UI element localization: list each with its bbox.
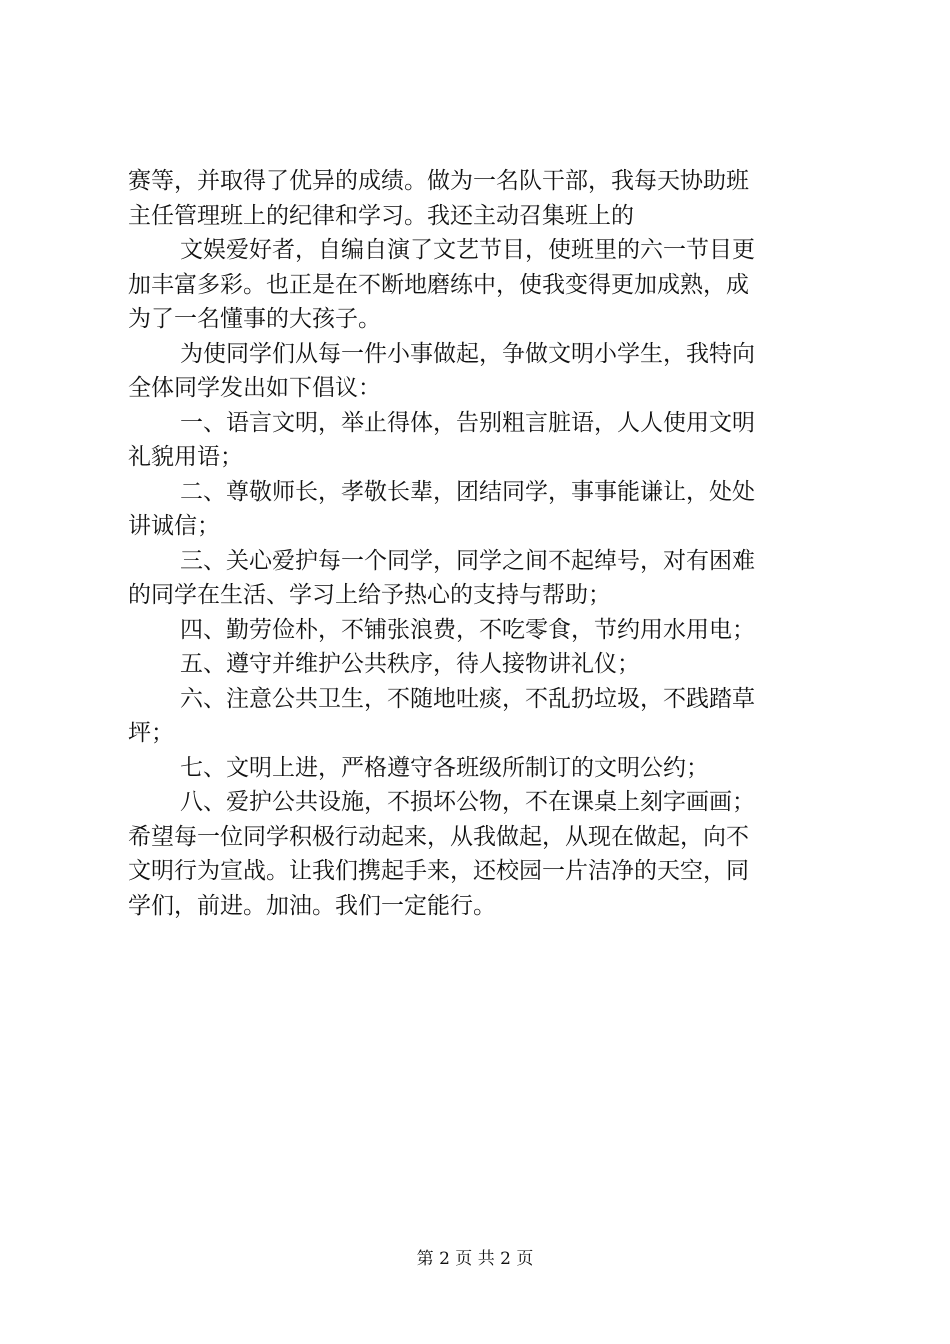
text-line: 为了一名懂事的大孩子。 bbox=[128, 306, 381, 332]
text-line: 加丰富多彩。也正是在不断地磨练中，使我变得更加成熟，成 bbox=[128, 271, 749, 298]
text-line: 一、语言文明，举止得体，告别粗言脏语，人人使用文明 bbox=[180, 409, 755, 436]
text-line: 八、爱护公共设施，不损坏公物，不在课桌上刻字画画； bbox=[180, 789, 755, 815]
text-line: 讲诚信； bbox=[128, 513, 220, 539]
text-line: 为使同学们从每一件小事做起，争做文明小学生，我特向 bbox=[180, 340, 755, 367]
text-line: 二、尊敬师长，孝敬长辈，团结同学，事事能谦让，处处 bbox=[180, 478, 755, 505]
text-line: 主任管理班上的纪律和学习。我还主动召集班上的 bbox=[128, 202, 634, 229]
text-line: 坪； bbox=[128, 720, 174, 746]
text-line: 七、文明上进，严格遵守各班级所制订的文明公约； bbox=[180, 754, 709, 781]
document-body bbox=[128, 164, 840, 923]
text-line: 四、勤劳俭朴，不铺张浪费，不吃零食，节约用水用电； bbox=[180, 616, 755, 643]
page-number-footer: 第 2 页 共 2 页 bbox=[416, 1249, 534, 1269]
text-line: 文明行为宣战。让我们携起手来，还校园一片洁净的天空，同 bbox=[128, 858, 749, 884]
text-line: 文娱爱好者，自编自演了文艺节目，使班里的六一节目更 bbox=[180, 237, 755, 263]
text-line: 全体同学发出如下倡议： bbox=[128, 375, 381, 401]
text-line: 六、注意公共卫生，不随地吐痰，不乱扔垃圾，不践踏草 bbox=[180, 685, 755, 712]
text-line: 的同学在生活、学习上给予热心的支持与帮助； bbox=[128, 582, 611, 608]
text-line: 希望每一位同学积极行动起来，从我做起，从现在做起，向不 bbox=[128, 823, 749, 850]
text-line: 学们，前进。加油。我们一定能行。 bbox=[128, 892, 496, 919]
text-line: 赛等，并取得了优异的成绩。做为一名队干部，我每天协助班 bbox=[128, 168, 749, 194]
text-line: 礼貌用语； bbox=[128, 444, 243, 470]
text-line: 五、遵守并维护公共秩序，待人接物讲礼仪； bbox=[180, 651, 640, 677]
text-line: 三、关心爱护每一个同学，同学之间不起绰号，对有困难 bbox=[180, 547, 755, 574]
